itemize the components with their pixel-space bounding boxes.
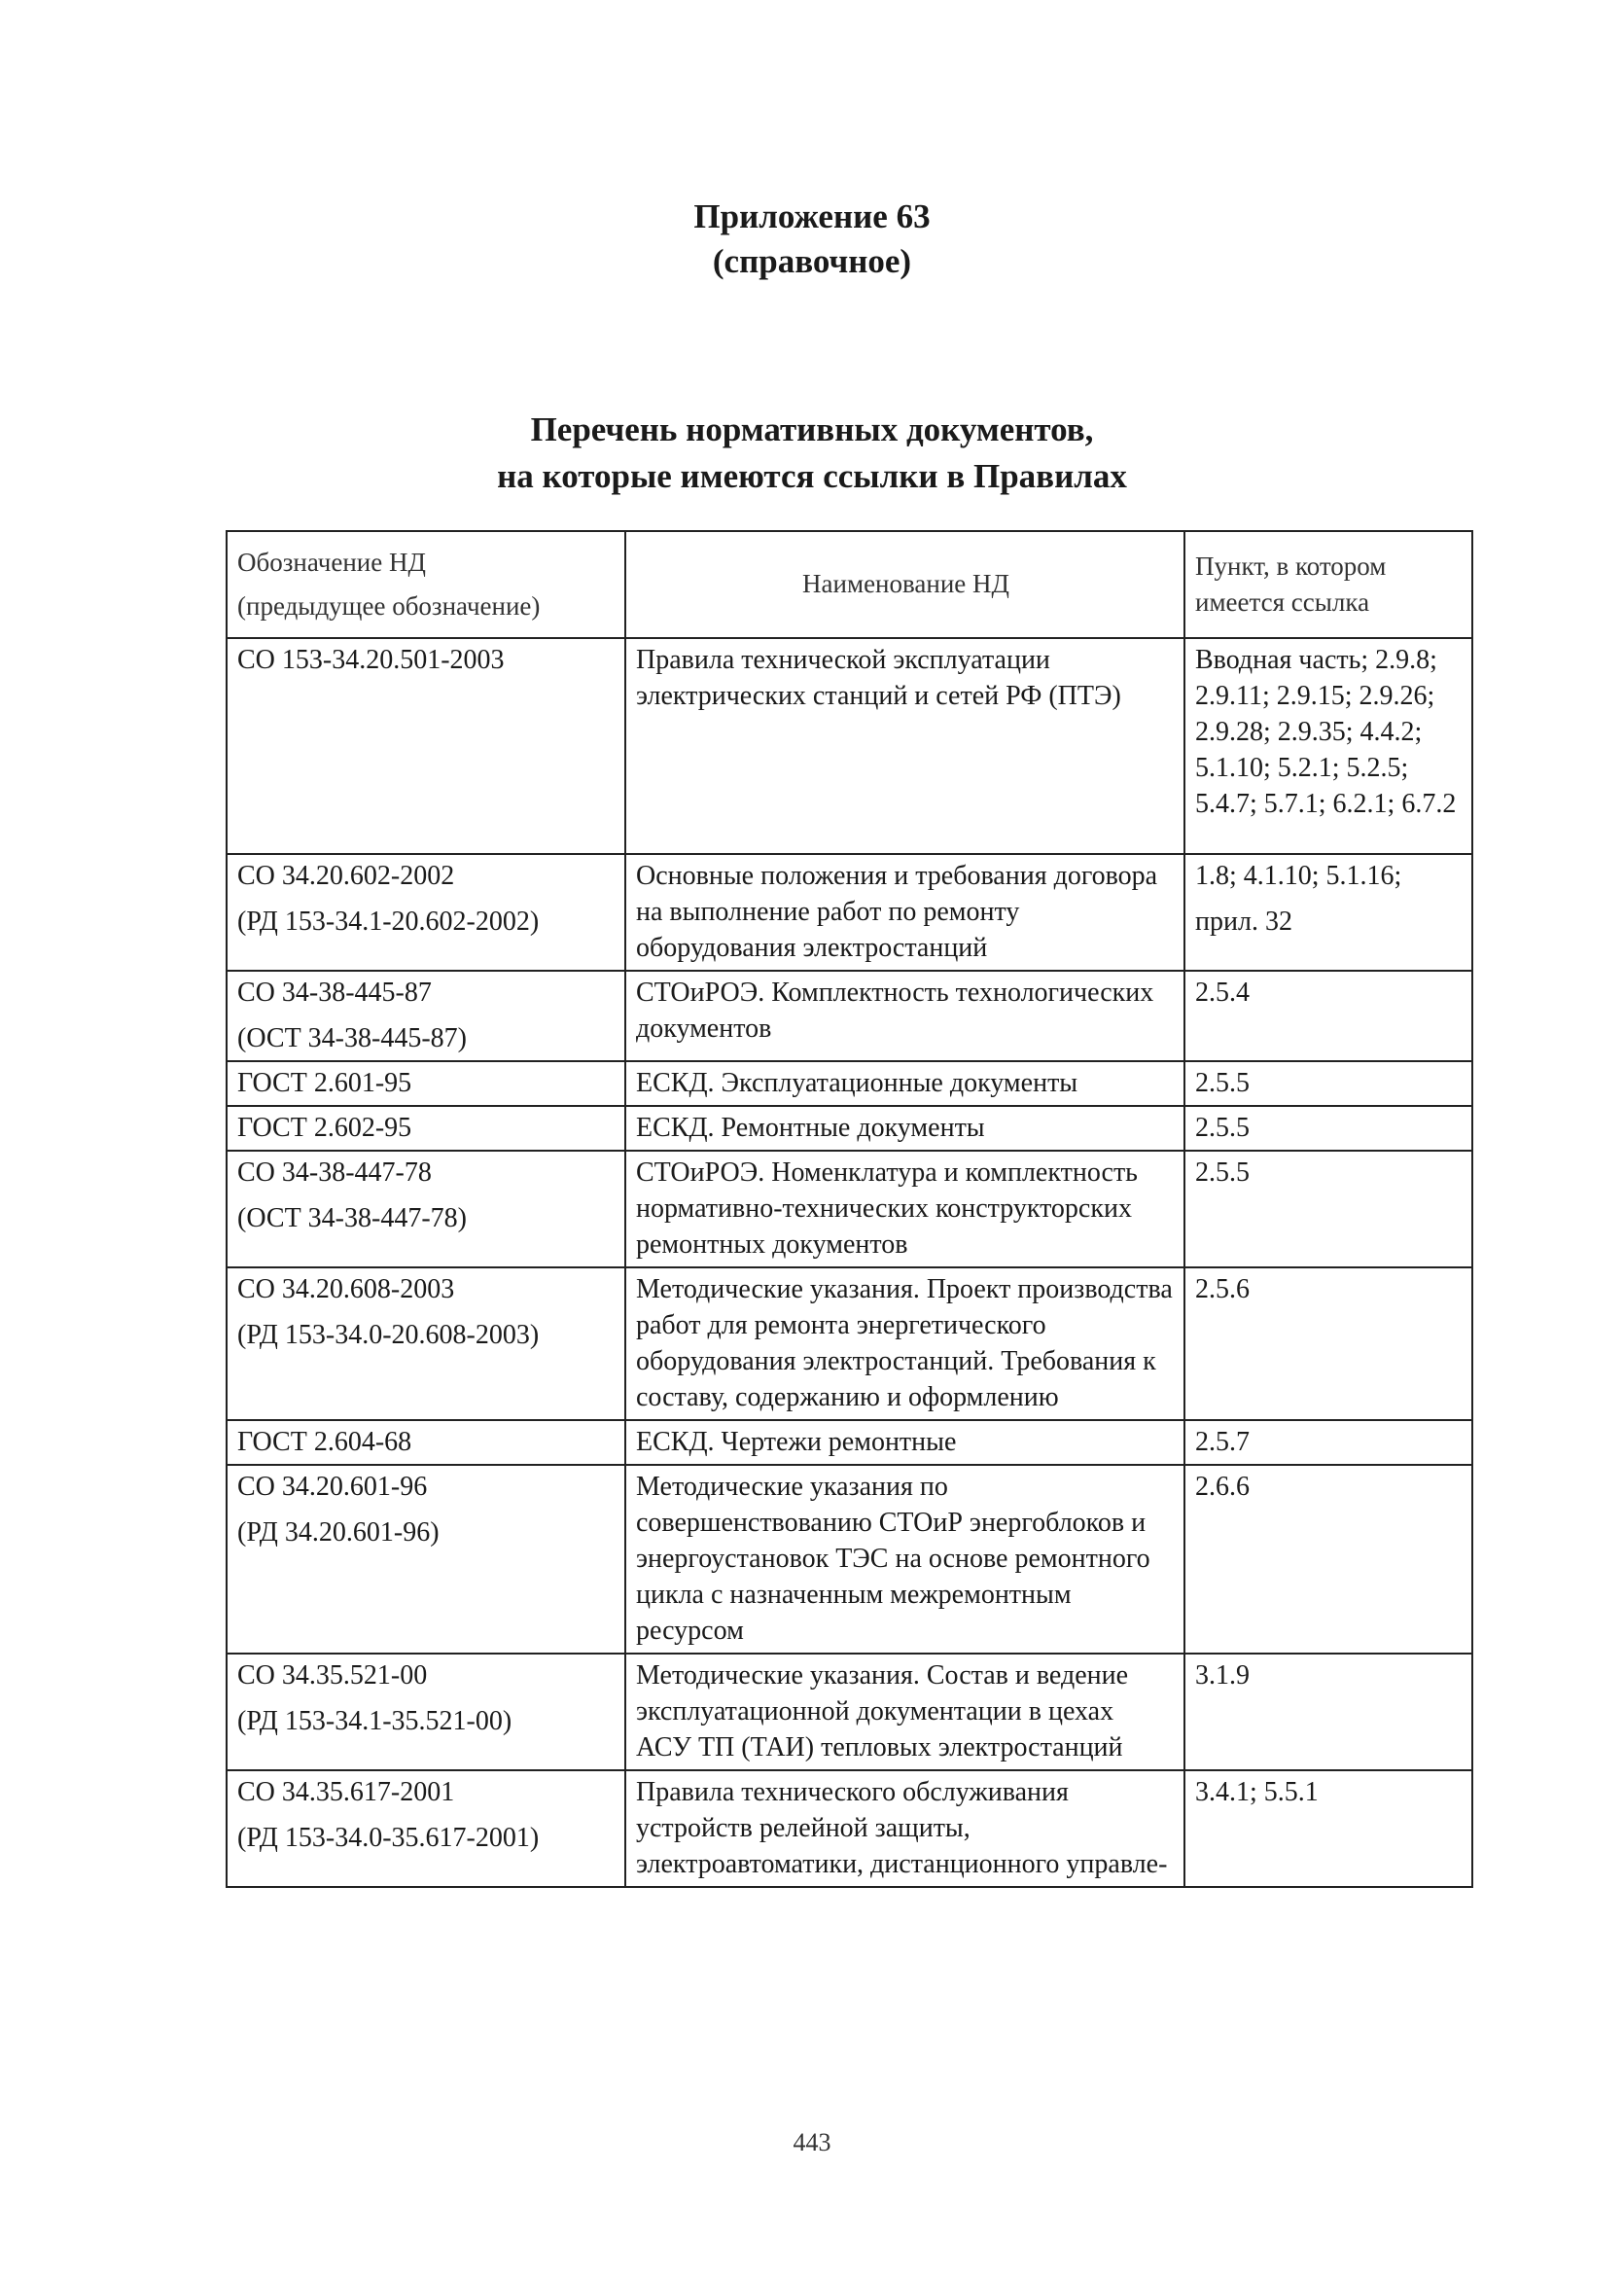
documents-table [226, 530, 1473, 1888]
appendix-heading [0, 195, 1624, 284]
designation-cell: ГОСТ 2.601-95 [227, 1061, 625, 1106]
name-cell: ЕСКД. Ремонтные документы [625, 1106, 1184, 1151]
designation-cell: СО 34.35.521-00 (РД 153-34.1-35.521-00) [227, 1654, 625, 1770]
list-title-line1: Перечень нормативных документов, [530, 410, 1094, 448]
table-row [227, 1267, 1472, 1420]
clause-cell: Вводная часть; 2.9.8; 2.9.11; 2.9.15; 2.9.26; 2.9.28; 2.9.35; 4.4.2; 5.1.10; 5.2.1; 5.2.5; 5.4.7; 5.7.1; 6.2.1; 6.7.2 [1184, 638, 1472, 854]
designation-cell: СО 34-38-447-78 (ОСТ 34-38-447-78) [227, 1151, 625, 1267]
designation-cell: СО 153-34.20.501-2003 [227, 638, 625, 854]
list-title-line2: на которые имеются ссылки в Правилах [497, 457, 1127, 495]
table-header-row [227, 531, 1472, 638]
designation-cell: ГОСТ 2.602-95 [227, 1106, 625, 1151]
name-cell: Основные положения и требования договора на выполнение работ по ремонту оборудования электростанций [625, 854, 1184, 971]
table-row [227, 1061, 1472, 1106]
clause-cell: 2.5.5 [1184, 1151, 1472, 1267]
table-row [227, 1151, 1472, 1267]
table-row [227, 638, 1472, 854]
table-row [227, 1654, 1472, 1770]
appendix-title: Приложение 63 [693, 197, 931, 235]
name-cell: СТОиРОЭ. Номенклатура и комплектность нормативно-технических конструкторских ремонтных документов [625, 1151, 1184, 1267]
clause-cell: 3.1.9 [1184, 1654, 1472, 1770]
table-row [227, 971, 1472, 1061]
name-cell: Методические указания. Состав и ведение эксплуатационной документации в цехах АСУ ТП (ТАИ) тепловых электростанций [625, 1654, 1184, 1770]
clause-cell: 2.5.4 [1184, 971, 1472, 1061]
clause-cell: 1.8; 4.1.10; 5.1.16; прил. 32 [1184, 854, 1472, 971]
table-row [227, 854, 1472, 971]
designation-cell: ГОСТ 2.604-68 [227, 1420, 625, 1465]
table-row [227, 1770, 1472, 1887]
clause-cell: 2.5.5 [1184, 1061, 1472, 1106]
name-cell: ЕСКД. Эксплуатационные документы [625, 1061, 1184, 1106]
name-cell: ЕСКД. Чертежи ремонтные [625, 1420, 1184, 1465]
table-row [227, 1106, 1472, 1151]
designation-cell: СО 34-38-445-87 (ОСТ 34-38-445-87) [227, 971, 625, 1061]
header-clause: Пункт, в котором имеется ссылка [1184, 531, 1472, 638]
designation-cell: СО 34.35.617-2001 (РД 153-34.0-35.617-2001) [227, 1770, 625, 1887]
designation-cell: СО 34.20.608-2003 (РД 153-34.0-20.608-2003) [227, 1267, 625, 1420]
page-number: 443 [793, 2128, 831, 2156]
name-cell: Правила технической эксплуатации электрических станций и сетей РФ (ПТЭ) [625, 638, 1184, 854]
name-cell: Методические указания. Проект производства работ для ремонта энергетического оборудования электростанций. Требования к составу, содержанию и оформлению [625, 1267, 1184, 1420]
clause-cell: 2.5.6 [1184, 1267, 1472, 1420]
clause-cell: 2.6.6 [1184, 1465, 1472, 1654]
table-row [227, 1420, 1472, 1465]
header-designation: Обозначение НД (предыдущее обозначение) [227, 531, 625, 638]
name-cell: Правила технического обслуживания устройств релейной защиты, электроавтоматики, дистанционного управле- [625, 1770, 1184, 1887]
designation-cell: СО 34.20.602-2002 (РД 153-34.1-20.602-2002) [227, 854, 625, 971]
appendix-subtitle: (справочное) [712, 242, 912, 280]
name-cell: Методические указания по совершенствованию СТОиР энергоблоков и энергоустановок ТЭС на основе ремонтного цикла с назначенным межремонтным ресурсом [625, 1465, 1184, 1654]
clause-cell: 3.4.1; 5.5.1 [1184, 1770, 1472, 1887]
designation-cell: СО 34.20.601-96 (РД 34.20.601-96) [227, 1465, 625, 1654]
header-name: Наименование НД [625, 531, 1184, 638]
table-row [227, 1465, 1472, 1654]
list-title [0, 407, 1624, 500]
clause-cell: 2.5.5 [1184, 1106, 1472, 1151]
clause-cell: 2.5.7 [1184, 1420, 1472, 1465]
name-cell: СТОиРОЭ. Комплектность технологических документов [625, 971, 1184, 1061]
